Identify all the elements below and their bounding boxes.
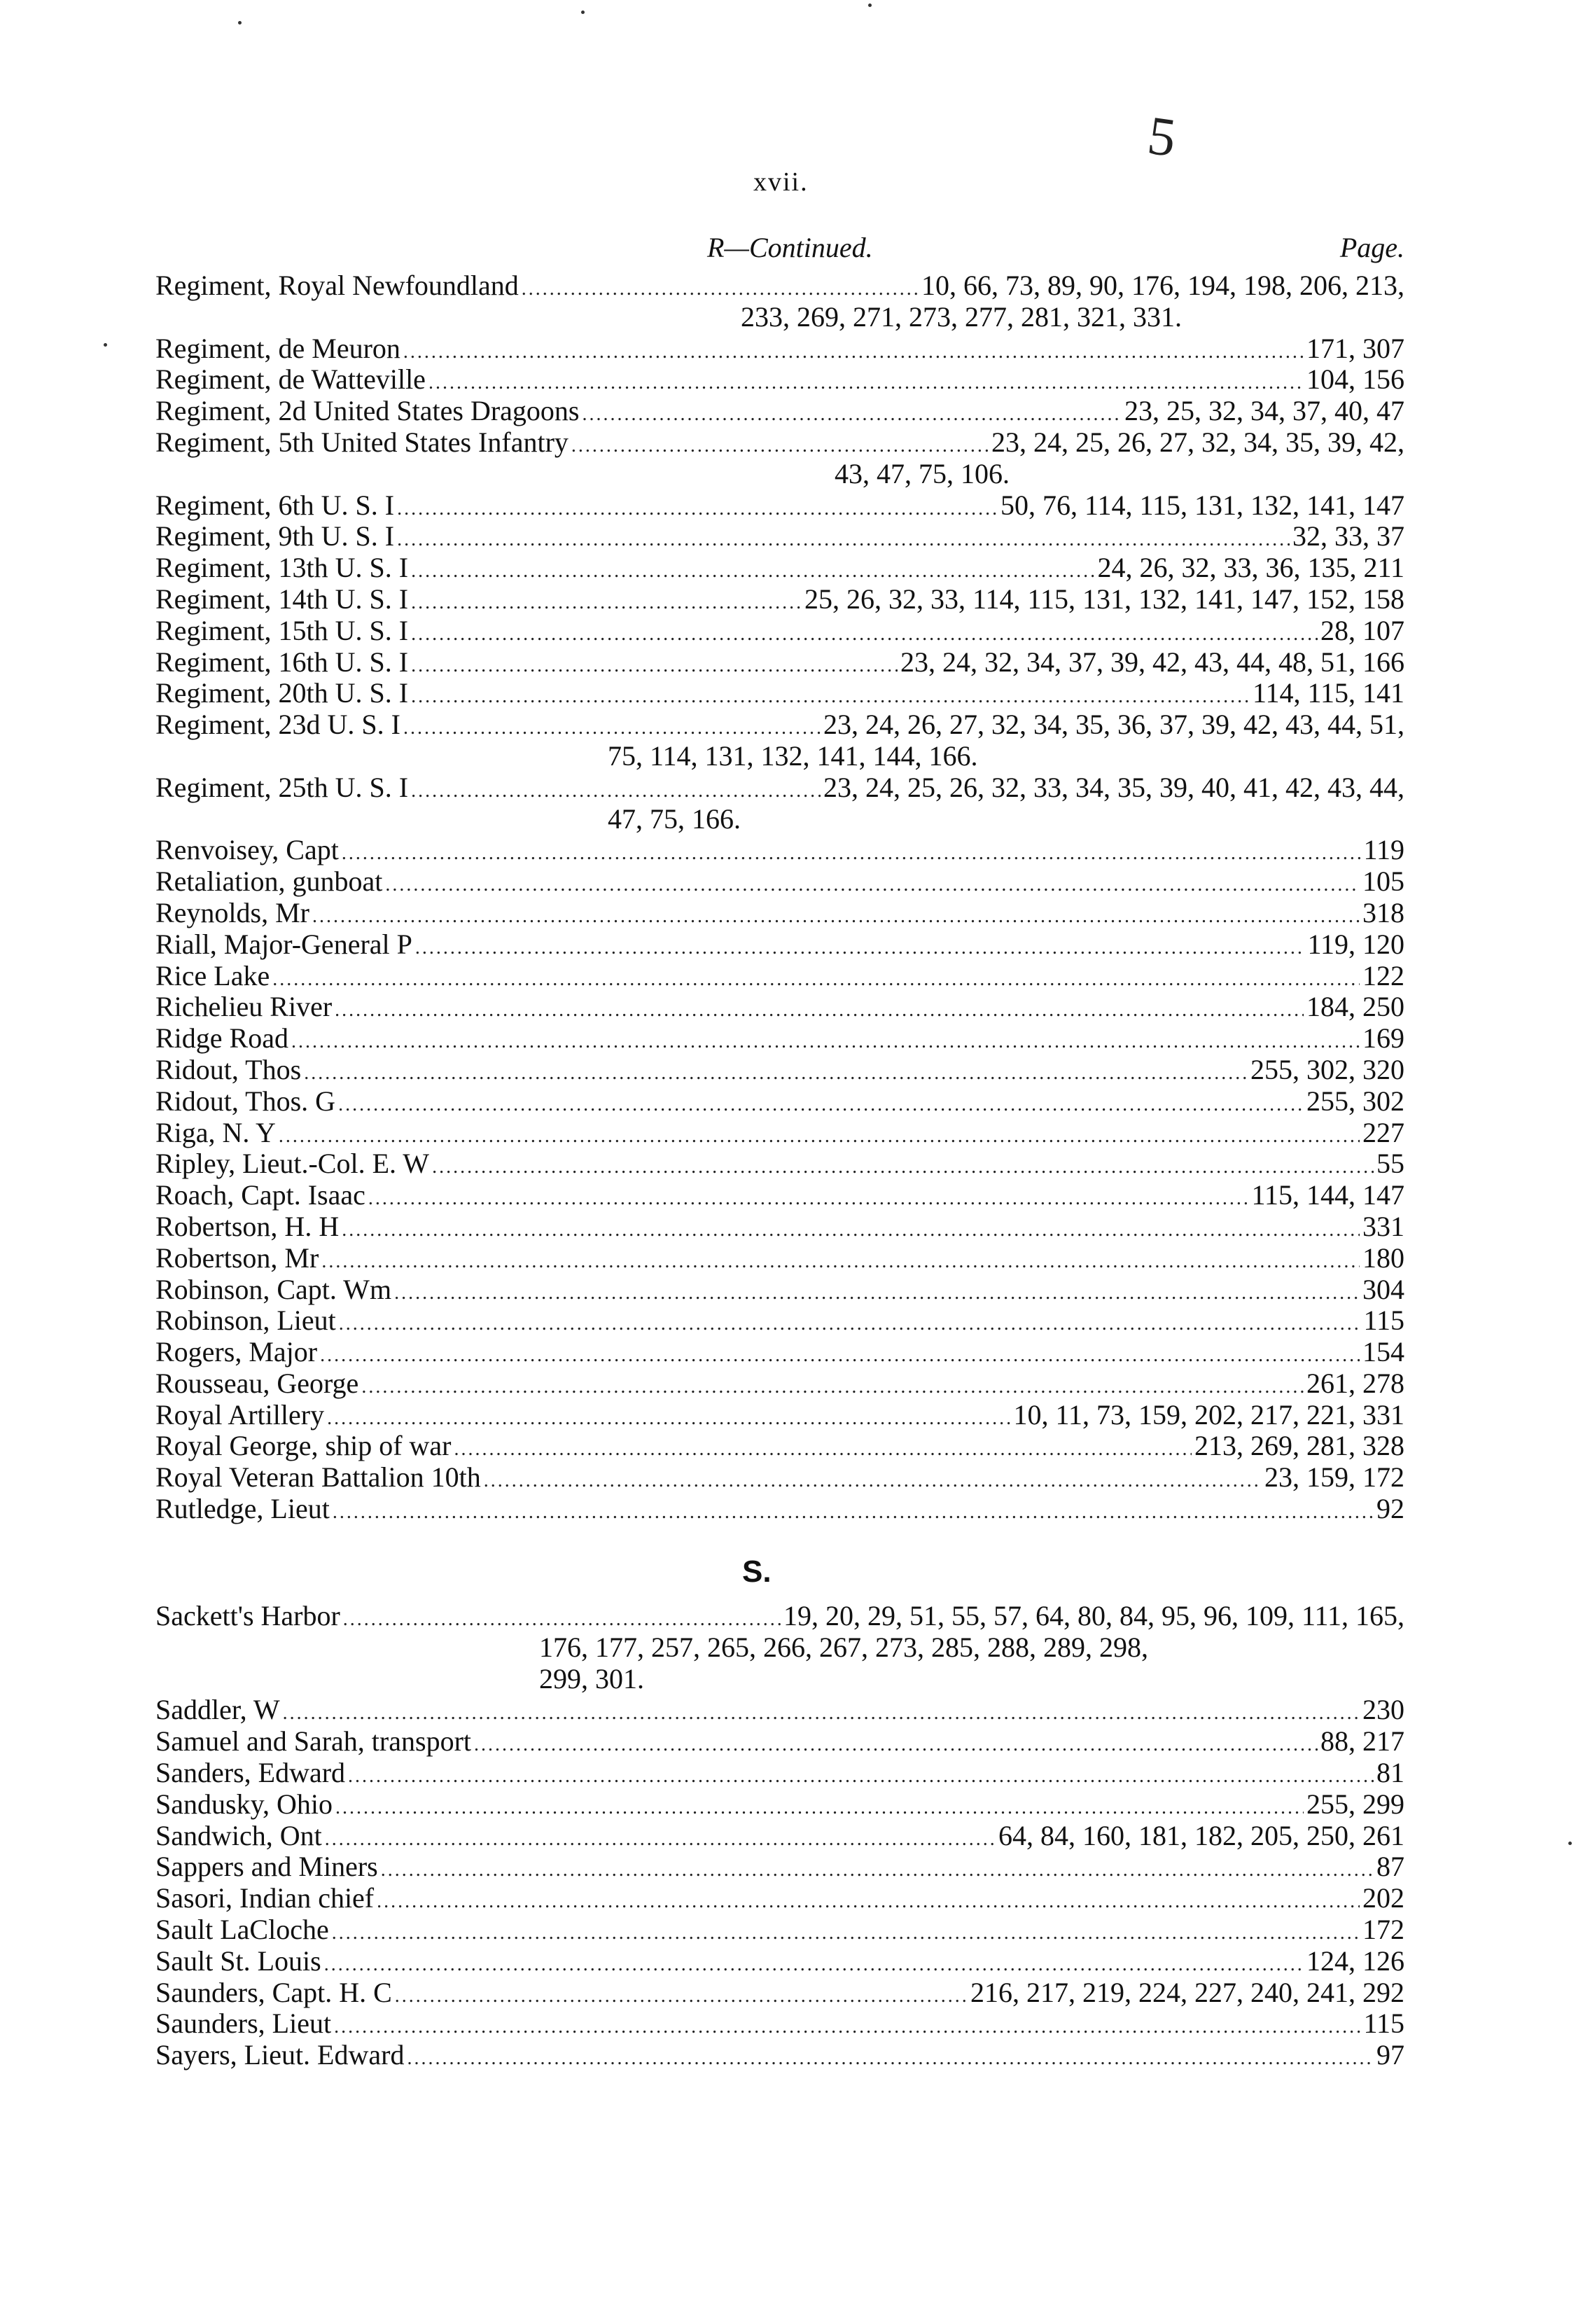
index-entry bbox=[155, 929, 1404, 961]
dot-leader bbox=[394, 1278, 1360, 1309]
entry-pages: 114, 115, 141 bbox=[1252, 677, 1404, 709]
dot-leader bbox=[339, 1309, 1361, 1340]
entry-name: Saunders, Lieut bbox=[155, 2008, 332, 2040]
entry-pages: 202 bbox=[1362, 1882, 1404, 1914]
entry-name: Regiment, de Meuron bbox=[155, 332, 400, 364]
dot-leader bbox=[325, 1824, 996, 1856]
entry-pages: 64, 84, 160, 181, 182, 205, 250, 261 bbox=[998, 1819, 1404, 1851]
entry-name: Regiment, 16th U. S. I bbox=[155, 646, 409, 678]
index-entry bbox=[155, 552, 1404, 584]
index-entry bbox=[155, 1243, 1404, 1274]
entry-pages-continued: 233, 269, 271, 273, 277, 281, 321, 331. bbox=[741, 300, 1182, 333]
entry-name: Rogers, Major bbox=[155, 1336, 318, 1368]
index-entry bbox=[155, 333, 1404, 365]
dot-leader bbox=[321, 1246, 1360, 1278]
index-entry bbox=[155, 772, 1404, 804]
index-section-s bbox=[155, 1601, 1404, 2071]
entry-pages: 230 bbox=[1362, 1694, 1404, 1726]
index-entry bbox=[155, 1789, 1404, 1821]
index-entry bbox=[155, 1180, 1404, 1211]
entry-name: Royal Veteran Battalion 10th bbox=[155, 1461, 481, 1494]
entry-pages: 23, 159, 172 bbox=[1264, 1461, 1404, 1494]
entry-pages: 23, 24, 25, 26, 32, 33, 34, 35, 39, 40, 41, 42, 43, 44, bbox=[823, 771, 1404, 803]
entry-name: Riall, Major-General P bbox=[155, 928, 412, 960]
entry-pages: 169 bbox=[1362, 1022, 1404, 1055]
entry-name: Royal Artillery bbox=[155, 1398, 325, 1431]
entry-pages: 19, 20, 29, 51, 55, 57, 64, 80, 84, 95, 96, 109, 111, 165, bbox=[783, 1600, 1404, 1631]
dot-leader bbox=[342, 838, 1361, 870]
index-entry bbox=[155, 1851, 1404, 1883]
dot-leader bbox=[411, 619, 1318, 650]
entry-pages: 255, 302 bbox=[1306, 1085, 1404, 1117]
entry-name: Saunders, Capt. H. C bbox=[155, 1976, 392, 2008]
entry-pages: 24, 26, 32, 33, 36, 135, 211 bbox=[1097, 552, 1404, 584]
entry-pages: 81 bbox=[1376, 1756, 1404, 1788]
entry-pages: 28, 107 bbox=[1320, 614, 1404, 646]
dot-leader bbox=[348, 1761, 1374, 1793]
dot-leader bbox=[395, 1981, 968, 2012]
dot-leader bbox=[338, 1090, 1304, 1121]
index-entry bbox=[155, 427, 1404, 459]
entry-name: Sandusky, Ohio bbox=[155, 1788, 333, 1820]
entry-pages: 50, 76, 114, 115, 131, 132, 141, 147 bbox=[1000, 489, 1404, 521]
dot-leader bbox=[411, 650, 898, 682]
dot-leader bbox=[368, 1183, 1249, 1215]
entry-name: Sault St. Louis bbox=[155, 1944, 321, 1977]
pencil-annotation: 5 bbox=[1144, 104, 1180, 169]
entry-pages: 97 bbox=[1376, 2039, 1404, 2071]
entry-pages: 119, 120 bbox=[1307, 928, 1404, 960]
index-entry bbox=[155, 584, 1404, 615]
entry-pages: 255, 302, 320 bbox=[1250, 1053, 1404, 1085]
entry-name: Regiment, de Watteville bbox=[155, 363, 426, 396]
dot-leader bbox=[381, 1855, 1374, 1886]
dot-leader bbox=[335, 1793, 1304, 1824]
entry-pages: 255, 299 bbox=[1306, 1788, 1404, 1820]
index-entry bbox=[155, 835, 1404, 866]
dot-leader bbox=[279, 1121, 1360, 1153]
paper-speck bbox=[581, 11, 585, 14]
entry-pages: 115, 144, 147 bbox=[1251, 1179, 1404, 1211]
index-entry bbox=[155, 1758, 1404, 1789]
entry-pages: 55 bbox=[1376, 1148, 1404, 1180]
entry-pages: 261, 278 bbox=[1306, 1367, 1404, 1399]
entry-name: Regiment, 5th United States Infantry bbox=[155, 426, 569, 458]
dot-leader bbox=[333, 1497, 1374, 1529]
entry-name: Riga, N. Y bbox=[155, 1116, 276, 1148]
index-entry bbox=[155, 490, 1404, 522]
entry-pages: 23, 25, 32, 34, 37, 40, 47 bbox=[1124, 395, 1404, 427]
entry-name: Sasori, Indian chief bbox=[155, 1882, 375, 1914]
entry-pages: 88, 217 bbox=[1320, 1725, 1404, 1758]
entry-pages: 180 bbox=[1362, 1241, 1404, 1274]
entry-pages: 23, 24, 25, 26, 27, 32, 34, 35, 39, 42, bbox=[991, 426, 1404, 458]
dot-leader bbox=[332, 1918, 1360, 1949]
index-section-r bbox=[155, 270, 1404, 1525]
entry-name: Robertson, Mr bbox=[155, 1241, 319, 1274]
entry-name: Robertson, H. H bbox=[155, 1210, 340, 1242]
dot-leader bbox=[324, 1949, 1304, 1981]
dot-leader bbox=[484, 1466, 1262, 1497]
dot-leader bbox=[385, 870, 1360, 901]
entry-pages: 25, 26, 32, 33, 114, 115, 131, 132, 141, 147, 152, 158 bbox=[804, 583, 1404, 615]
index-entry bbox=[155, 2008, 1404, 2040]
entry-name: Roach, Capt. Isaac bbox=[155, 1179, 365, 1211]
entry-name: Regiment, 2d United States Dragoons bbox=[155, 395, 580, 427]
entry-pages: 304 bbox=[1362, 1273, 1404, 1305]
entry-name: Ridge Road bbox=[155, 1022, 288, 1055]
entry-name: Robinson, Capt. Wm bbox=[155, 1273, 392, 1305]
entry-name: Regiment, 9th U. S. I bbox=[155, 520, 395, 552]
entry-name: Regiment, Royal Newfoundland bbox=[155, 270, 519, 301]
entry-pages: 172 bbox=[1362, 1913, 1404, 1945]
dot-leader bbox=[407, 2043, 1374, 2075]
entry-pages: 115 bbox=[1363, 1304, 1404, 1337]
entry-name: Saddler, W bbox=[155, 1694, 280, 1726]
index-entry bbox=[155, 1274, 1404, 1306]
index-header bbox=[707, 231, 1404, 266]
entry-pages: 92 bbox=[1376, 1493, 1404, 1525]
entry-name: Sappers and Miners bbox=[155, 1851, 378, 1883]
index-entry bbox=[155, 1305, 1404, 1337]
entry-pages-continued: 43, 47, 75, 106. bbox=[835, 457, 1010, 489]
index-entry bbox=[155, 364, 1404, 396]
entry-pages: 23, 24, 32, 34, 37, 39, 42, 43, 44, 48, 51, 166 bbox=[900, 646, 1404, 678]
index-entry bbox=[155, 1695, 1404, 1726]
entry-name: Sandwich, Ont bbox=[155, 1819, 322, 1851]
entry-pages-continued: 75, 114, 131, 132, 141, 144, 166. bbox=[608, 739, 978, 772]
entry-pages-continued: 176, 177, 257, 265, 266, 267, 273, 285, 288, 289, 298, bbox=[539, 1631, 1148, 1663]
index-entry bbox=[155, 898, 1404, 929]
dot-leader bbox=[377, 1886, 1360, 1918]
entry-pages: 227 bbox=[1362, 1116, 1404, 1148]
entry-name: Regiment, 15th U. S. I bbox=[155, 614, 409, 646]
index-entry bbox=[155, 1148, 1404, 1180]
entry-pages: 318 bbox=[1362, 896, 1404, 928]
index-entry bbox=[155, 1055, 1404, 1086]
index-entry bbox=[155, 709, 1404, 741]
entry-pages: 87 bbox=[1376, 1851, 1404, 1883]
dot-leader bbox=[361, 1372, 1304, 1403]
page-column-heading: Page. bbox=[1339, 232, 1404, 263]
entry-pages-continued: 47, 75, 166. bbox=[608, 802, 741, 835]
entry-pages: 331 bbox=[1362, 1210, 1404, 1242]
section-letter-s: S. bbox=[742, 1554, 772, 1589]
entry-name: Richelieu River bbox=[155, 991, 333, 1023]
paper-speck bbox=[868, 4, 872, 7]
dot-leader bbox=[320, 1340, 1360, 1372]
dot-leader bbox=[304, 1058, 1248, 1090]
entry-name: Ridout, Thos. G bbox=[155, 1085, 336, 1117]
entry-name: Robinson, Lieut bbox=[155, 1304, 336, 1337]
entry-name: Samuel and Sarah, transport bbox=[155, 1725, 471, 1758]
entry-pages: 10, 66, 73, 89, 90, 176, 194, 198, 206, 213, bbox=[921, 270, 1404, 301]
entry-name: Sackett's Harbor bbox=[155, 1600, 340, 1631]
index-entry bbox=[155, 2040, 1404, 2071]
dot-leader bbox=[335, 995, 1304, 1027]
index-entry bbox=[155, 678, 1404, 709]
index-entry bbox=[155, 1086, 1404, 1118]
entry-pages: 122 bbox=[1362, 959, 1404, 991]
index-entry bbox=[155, 396, 1404, 427]
index-entry bbox=[155, 1118, 1404, 1149]
entry-name: Regiment, 13th U. S. I bbox=[155, 552, 409, 584]
index-entry bbox=[155, 1601, 1404, 1632]
dot-leader bbox=[403, 337, 1304, 368]
entry-pages: 23, 24, 26, 27, 32, 34, 35, 36, 37, 39, 42, 43, 44, 51, bbox=[823, 709, 1404, 741]
index-entry bbox=[155, 270, 1404, 302]
dot-leader bbox=[291, 1027, 1360, 1058]
entry-name: Regiment, 23d U. S. I bbox=[155, 709, 400, 741]
page-number: xvii. bbox=[753, 167, 809, 197]
index-entry bbox=[155, 1946, 1404, 1977]
dot-leader bbox=[474, 1730, 1318, 1761]
entry-pages: 105 bbox=[1362, 865, 1404, 898]
entry-pages: 154 bbox=[1362, 1336, 1404, 1368]
entry-pages: 32, 33, 37 bbox=[1292, 520, 1404, 552]
entry-name: Sault LaCloche bbox=[155, 1913, 329, 1945]
index-entry bbox=[155, 1462, 1404, 1494]
index-entry bbox=[155, 1023, 1404, 1055]
paper-speck bbox=[1568, 1842, 1572, 1845]
index-entry bbox=[155, 1368, 1404, 1400]
index-entry bbox=[155, 647, 1404, 679]
entry-name: Rutledge, Lieut bbox=[155, 1493, 330, 1525]
index-entry bbox=[155, 1821, 1404, 1852]
paper-speck bbox=[104, 343, 107, 347]
entry-name: Renvoisey, Capt bbox=[155, 834, 339, 866]
index-entry bbox=[155, 1914, 1404, 1946]
index-entry bbox=[155, 991, 1404, 1023]
entry-name: Regiment, 14th U. S. I bbox=[155, 583, 409, 615]
entry-name: Regiment, 25th U. S. I bbox=[155, 771, 409, 803]
index-entry bbox=[155, 1431, 1404, 1462]
entry-pages: 171, 307 bbox=[1306, 332, 1404, 364]
index-entry bbox=[155, 1337, 1404, 1368]
entry-name: Sayers, Lieut. Edward bbox=[155, 2039, 405, 2071]
entry-name: Ripley, Lieut.-Col. E. W bbox=[155, 1148, 430, 1180]
entry-pages: 216, 217, 219, 224, 227, 240, 241, 292 bbox=[970, 1976, 1404, 2008]
dot-leader bbox=[415, 933, 1305, 964]
dot-leader bbox=[312, 901, 1360, 933]
dot-leader bbox=[411, 776, 821, 807]
entry-pages: 104, 156 bbox=[1306, 363, 1404, 396]
entry-pages: 213, 269, 281, 328 bbox=[1194, 1430, 1404, 1462]
paper-speck bbox=[238, 21, 242, 25]
dot-leader bbox=[454, 1434, 1192, 1466]
index-entry bbox=[155, 1494, 1404, 1525]
entry-name: Retaliation, gunboat bbox=[155, 865, 383, 898]
entry-name: Regiment, 6th U. S. I bbox=[155, 489, 395, 521]
dot-leader bbox=[342, 1215, 1360, 1246]
index-entry bbox=[155, 615, 1404, 647]
index-entry bbox=[155, 1400, 1404, 1431]
dot-leader bbox=[411, 587, 802, 619]
dot-leader bbox=[432, 1152, 1374, 1183]
index-entry bbox=[155, 866, 1404, 898]
entry-name: Royal George, ship of war bbox=[155, 1430, 452, 1462]
entry-name: Ridout, Thos bbox=[155, 1053, 302, 1085]
index-entry bbox=[155, 1883, 1404, 1914]
section-continued-label: R—Continued. bbox=[707, 232, 873, 263]
entry-pages: 10, 11, 73, 159, 202, 217, 221, 331 bbox=[1013, 1398, 1404, 1431]
entry-pages: 119 bbox=[1363, 834, 1404, 866]
entry-pages: 115 bbox=[1363, 2008, 1404, 2040]
entry-pages: 184, 250 bbox=[1306, 991, 1404, 1023]
index-entry bbox=[155, 1211, 1404, 1243]
index-entry bbox=[155, 1726, 1404, 1758]
entry-name: Rousseau, George bbox=[155, 1367, 359, 1399]
entry-pages-continued: 299, 301. bbox=[539, 1662, 644, 1695]
index-entry bbox=[155, 961, 1404, 992]
entry-pages: 124, 126 bbox=[1306, 1944, 1404, 1977]
entry-name: Reynolds, Mr bbox=[155, 896, 309, 928]
index-entry bbox=[155, 521, 1404, 552]
entry-name: Regiment, 20th U. S. I bbox=[155, 677, 409, 709]
entry-name: Rice Lake bbox=[155, 959, 270, 991]
index-entry bbox=[155, 1977, 1404, 2009]
entry-name: Sanders, Edward bbox=[155, 1756, 346, 1788]
dot-leader bbox=[397, 494, 998, 525]
dot-leader bbox=[272, 964, 1360, 996]
dot-leader bbox=[334, 2012, 1360, 2043]
